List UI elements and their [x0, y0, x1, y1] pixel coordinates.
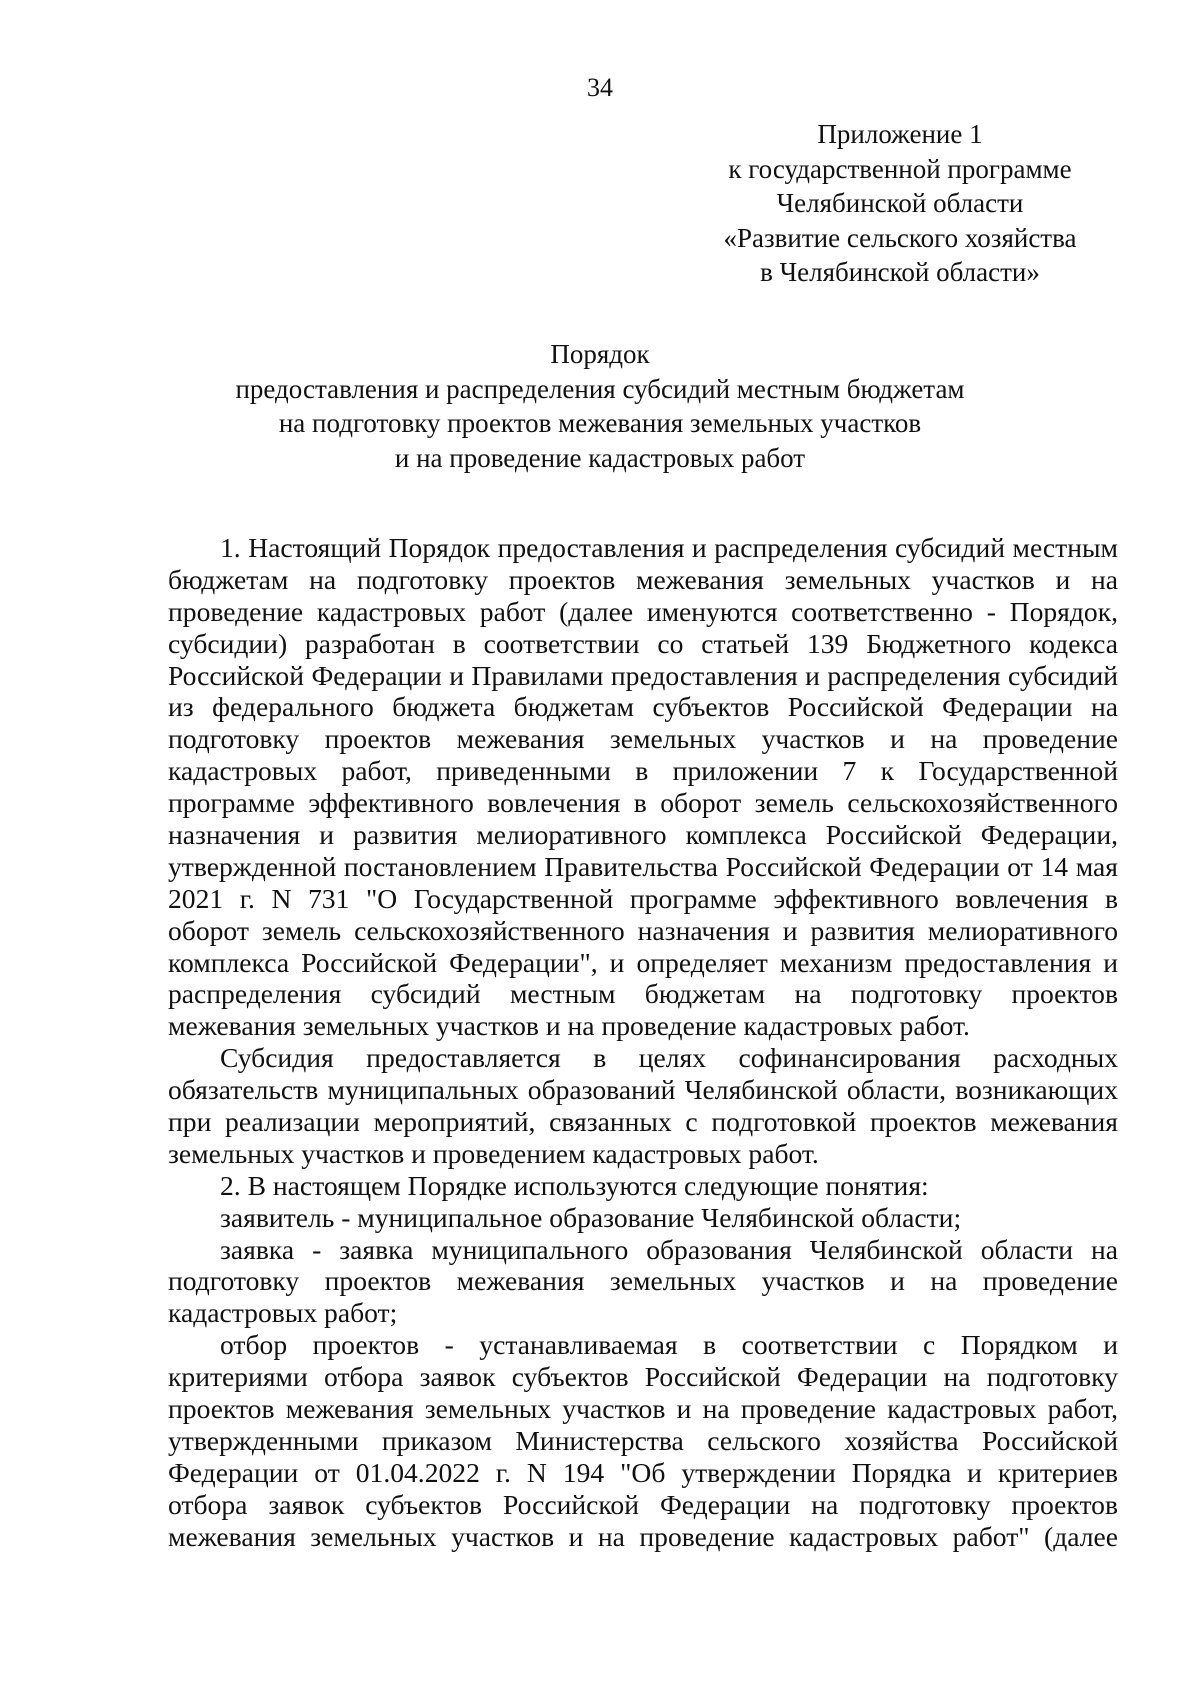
appendix-line: в Челябинской области»	[760, 257, 1040, 287]
definition-selection-line: межевания земельных участков и на проведение кадастровых работ" (далее	[168, 1520, 1118, 1552]
paragraph-1-line: программе эффективного вовлечения в оборот земель сельскохозяйственного	[168, 787, 1118, 819]
title-line: предоставления и распределения субсидий местным бюджетам	[235, 373, 965, 404]
paragraph-2-line: Субсидия предоставляется в целях софинансирования расходных	[220, 1042, 1118, 1074]
paragraph-1-line: проведение кадастровых работ (далее именуются соответственно - Порядок,	[168, 595, 1118, 627]
definition-selection-line: отбор проектов - устанавливаемая в соответствии с Порядком и	[220, 1329, 1118, 1361]
definition-application-line: кадастровых работ;	[168, 1297, 398, 1329]
definition-selection-line: критериями отбора заявок субъектов Российской Федерации на подготовку	[168, 1361, 1118, 1393]
paragraph-1-line: комплекса Российской Федерации", и определяет механизм предоставления и	[168, 946, 1118, 978]
appendix-line: к государственной программе	[728, 153, 1072, 184]
paragraph-1-line: Российской Федерации и Правилами предоставления и распределения субсидий	[168, 659, 1118, 691]
paragraph-1-line: распределения субсидий местным бюджетам на подготовку проектов	[168, 978, 1118, 1010]
paragraph-1-line: 1. Настоящий Порядок предоставления и распределения субсидий местным	[220, 532, 1118, 563]
paragraph-1-line: назначения и развития мелиоративного комплекса Российской Федерации,	[168, 819, 1118, 851]
paragraph-2-line: земельных участков и проведением кадастровых работ.	[168, 1137, 819, 1169]
paragraph-1-line: 2021 г. N 731 "О Государственной программе эффективного вовлечения в	[168, 882, 1118, 914]
definition-selection-line: отбора заявок субъектов Российской Федерации на подготовку проектов	[168, 1488, 1118, 1520]
page-number: 34	[587, 73, 613, 102]
appendix-line: Челябинской области	[776, 188, 1024, 218]
document-title	[0, 337, 1200, 475]
paragraph-1-line: бюджетам на подготовку проектов межевания земельных участков и на	[168, 563, 1118, 595]
title-line: на подготовку проектов межевания земельных участков	[278, 408, 922, 438]
paragraph-1-line: утвержденной постановлением Правительства Российской Федерации от 14 мая	[168, 850, 1118, 882]
body-text	[168, 532, 1118, 1553]
paragraph-1-line: оборот земель сельскохозяйственного назначения и развития мелиоративного	[168, 914, 1118, 946]
title-line: и на проведение кадастровых работ	[394, 442, 806, 473]
paragraph-3-line: 2. В настоящем Порядке используются следующие понятия:	[220, 1169, 929, 1201]
definition-application-line: подготовку проектов межевания земельных участков и на проведение	[168, 1265, 1118, 1297]
definition-selection-line: Федерации от 01.04.2022 г. N 194 "Об утверждении Порядка и критериев	[168, 1456, 1118, 1488]
appendix-block	[700, 117, 1100, 290]
appendix-line: «Развитие сельского хозяйства	[723, 222, 1077, 253]
title-heading: Порядок	[550, 339, 650, 369]
paragraph-2-line: обязательств муниципальных образований Челябинской области, возникающих	[168, 1074, 1118, 1106]
paragraph-1-line: из федерального бюджета бюджетам субъектов Российской Федерации на	[168, 691, 1118, 723]
definition-applicant-line: заявитель - муниципальное образование Челябинской области;	[220, 1201, 962, 1233]
paragraph-1-line: субсидии) разработан в соответствии со статьей 139 Бюджетного кодекса	[168, 627, 1118, 659]
paragraph-1-line: кадастровых работ, приведенными в приложении 7 к Государственной	[168, 755, 1118, 787]
paragraph-1-line: подготовку проектов межевания земельных участков и на проведение	[168, 723, 1118, 755]
appendix-line: Приложение 1	[817, 119, 983, 149]
definition-application-line: заявка - заявка муниципального образования Челябинской области на	[220, 1233, 1118, 1265]
definition-selection-line: проектов межевания земельных участков и на проведение кадастровых работ,	[168, 1393, 1118, 1425]
paragraph-2-line: при реализации мероприятий, связанных с подготовкой проектов межевания	[168, 1106, 1118, 1138]
definition-selection-line: утвержденными приказом Министерства сельского хозяйства Российской	[168, 1424, 1118, 1456]
paragraph-1-line: межевания земельных участков и на проведение кадастровых работ.	[168, 1010, 970, 1042]
